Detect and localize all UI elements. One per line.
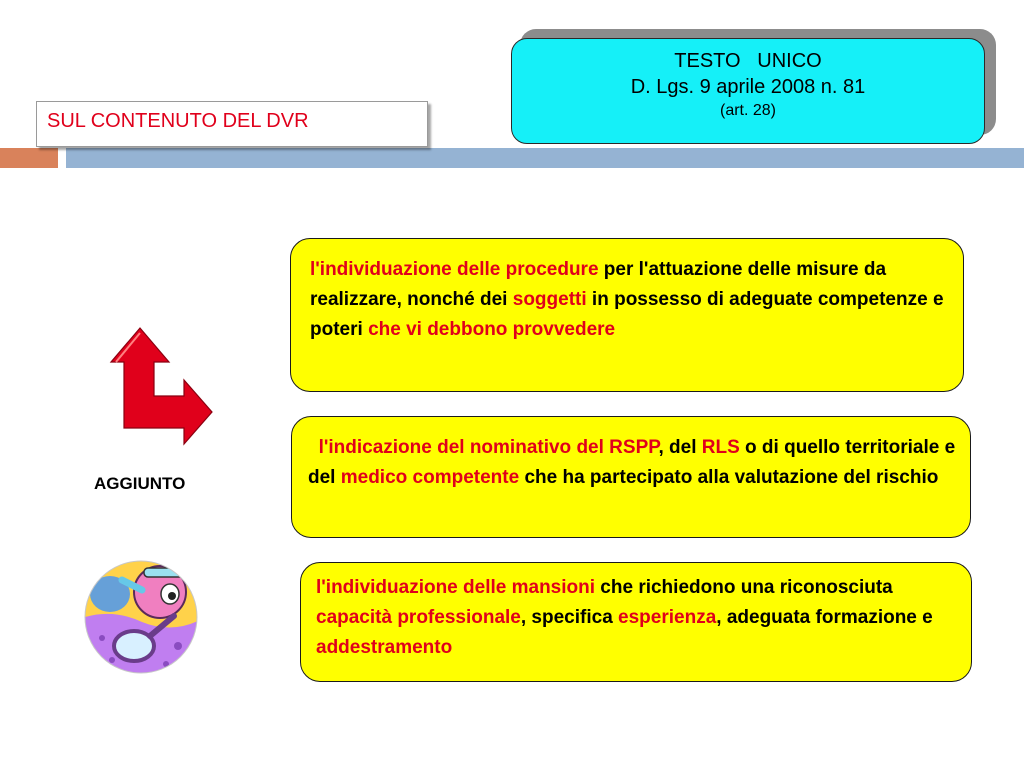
content-box-rspp <box>291 416 971 538</box>
body-text <box>308 437 319 458</box>
reference-article: (art. 28) <box>719 102 776 119</box>
highlight-text: l'individuazione delle mansioni <box>316 577 596 598</box>
highlight-text: che vi debbono provvedere <box>368 319 616 340</box>
highlight-text: soggetti <box>512 289 587 310</box>
body-text: o di quello territoriale e del <box>308 437 956 488</box>
body-text: in possesso di adeguate competenze e poteri <box>310 289 944 340</box>
content-box-mansioni <box>300 562 972 682</box>
highlight-text: medico competente <box>340 467 520 488</box>
body-text: , adeguata formazione e <box>716 607 933 628</box>
content-box-procedures <box>290 238 964 392</box>
highlight-text: addestramento <box>316 637 453 658</box>
highlight-text: capacità professionale <box>316 607 521 628</box>
page-title <box>36 101 428 147</box>
added-label: AGGIUNTO <box>94 474 186 493</box>
highlight-text: esperienza <box>618 607 717 628</box>
reference-law: D. Lgs. 9 aprile 2008 n. 81 <box>630 76 866 98</box>
reference-box <box>511 38 985 144</box>
magnifying-glass-character-icon <box>82 560 200 676</box>
highlight-text: RLS <box>701 437 740 458</box>
body-text: per l'attuazione delle misure da realizzare, nonché dei <box>310 259 887 310</box>
highlight-text: l'individuazione delle procedure <box>310 259 599 280</box>
reference-title: TESTO UNICO <box>674 50 822 72</box>
red-turn-arrow-icon <box>108 322 216 448</box>
page-title-text: SUL CONTENUTO DEL DVR <box>47 110 309 132</box>
header-band <box>66 148 1024 168</box>
body-text: che ha partecipato alla valutazione del rischio <box>519 467 939 488</box>
body-text: , specifica <box>520 607 619 628</box>
highlight-text: l'indicazione del nominativo del RSPP <box>318 437 659 458</box>
header-band-accent <box>0 148 58 168</box>
body-text: , del <box>658 437 702 458</box>
body-text: che richiedono una riconosciuta <box>595 577 893 598</box>
